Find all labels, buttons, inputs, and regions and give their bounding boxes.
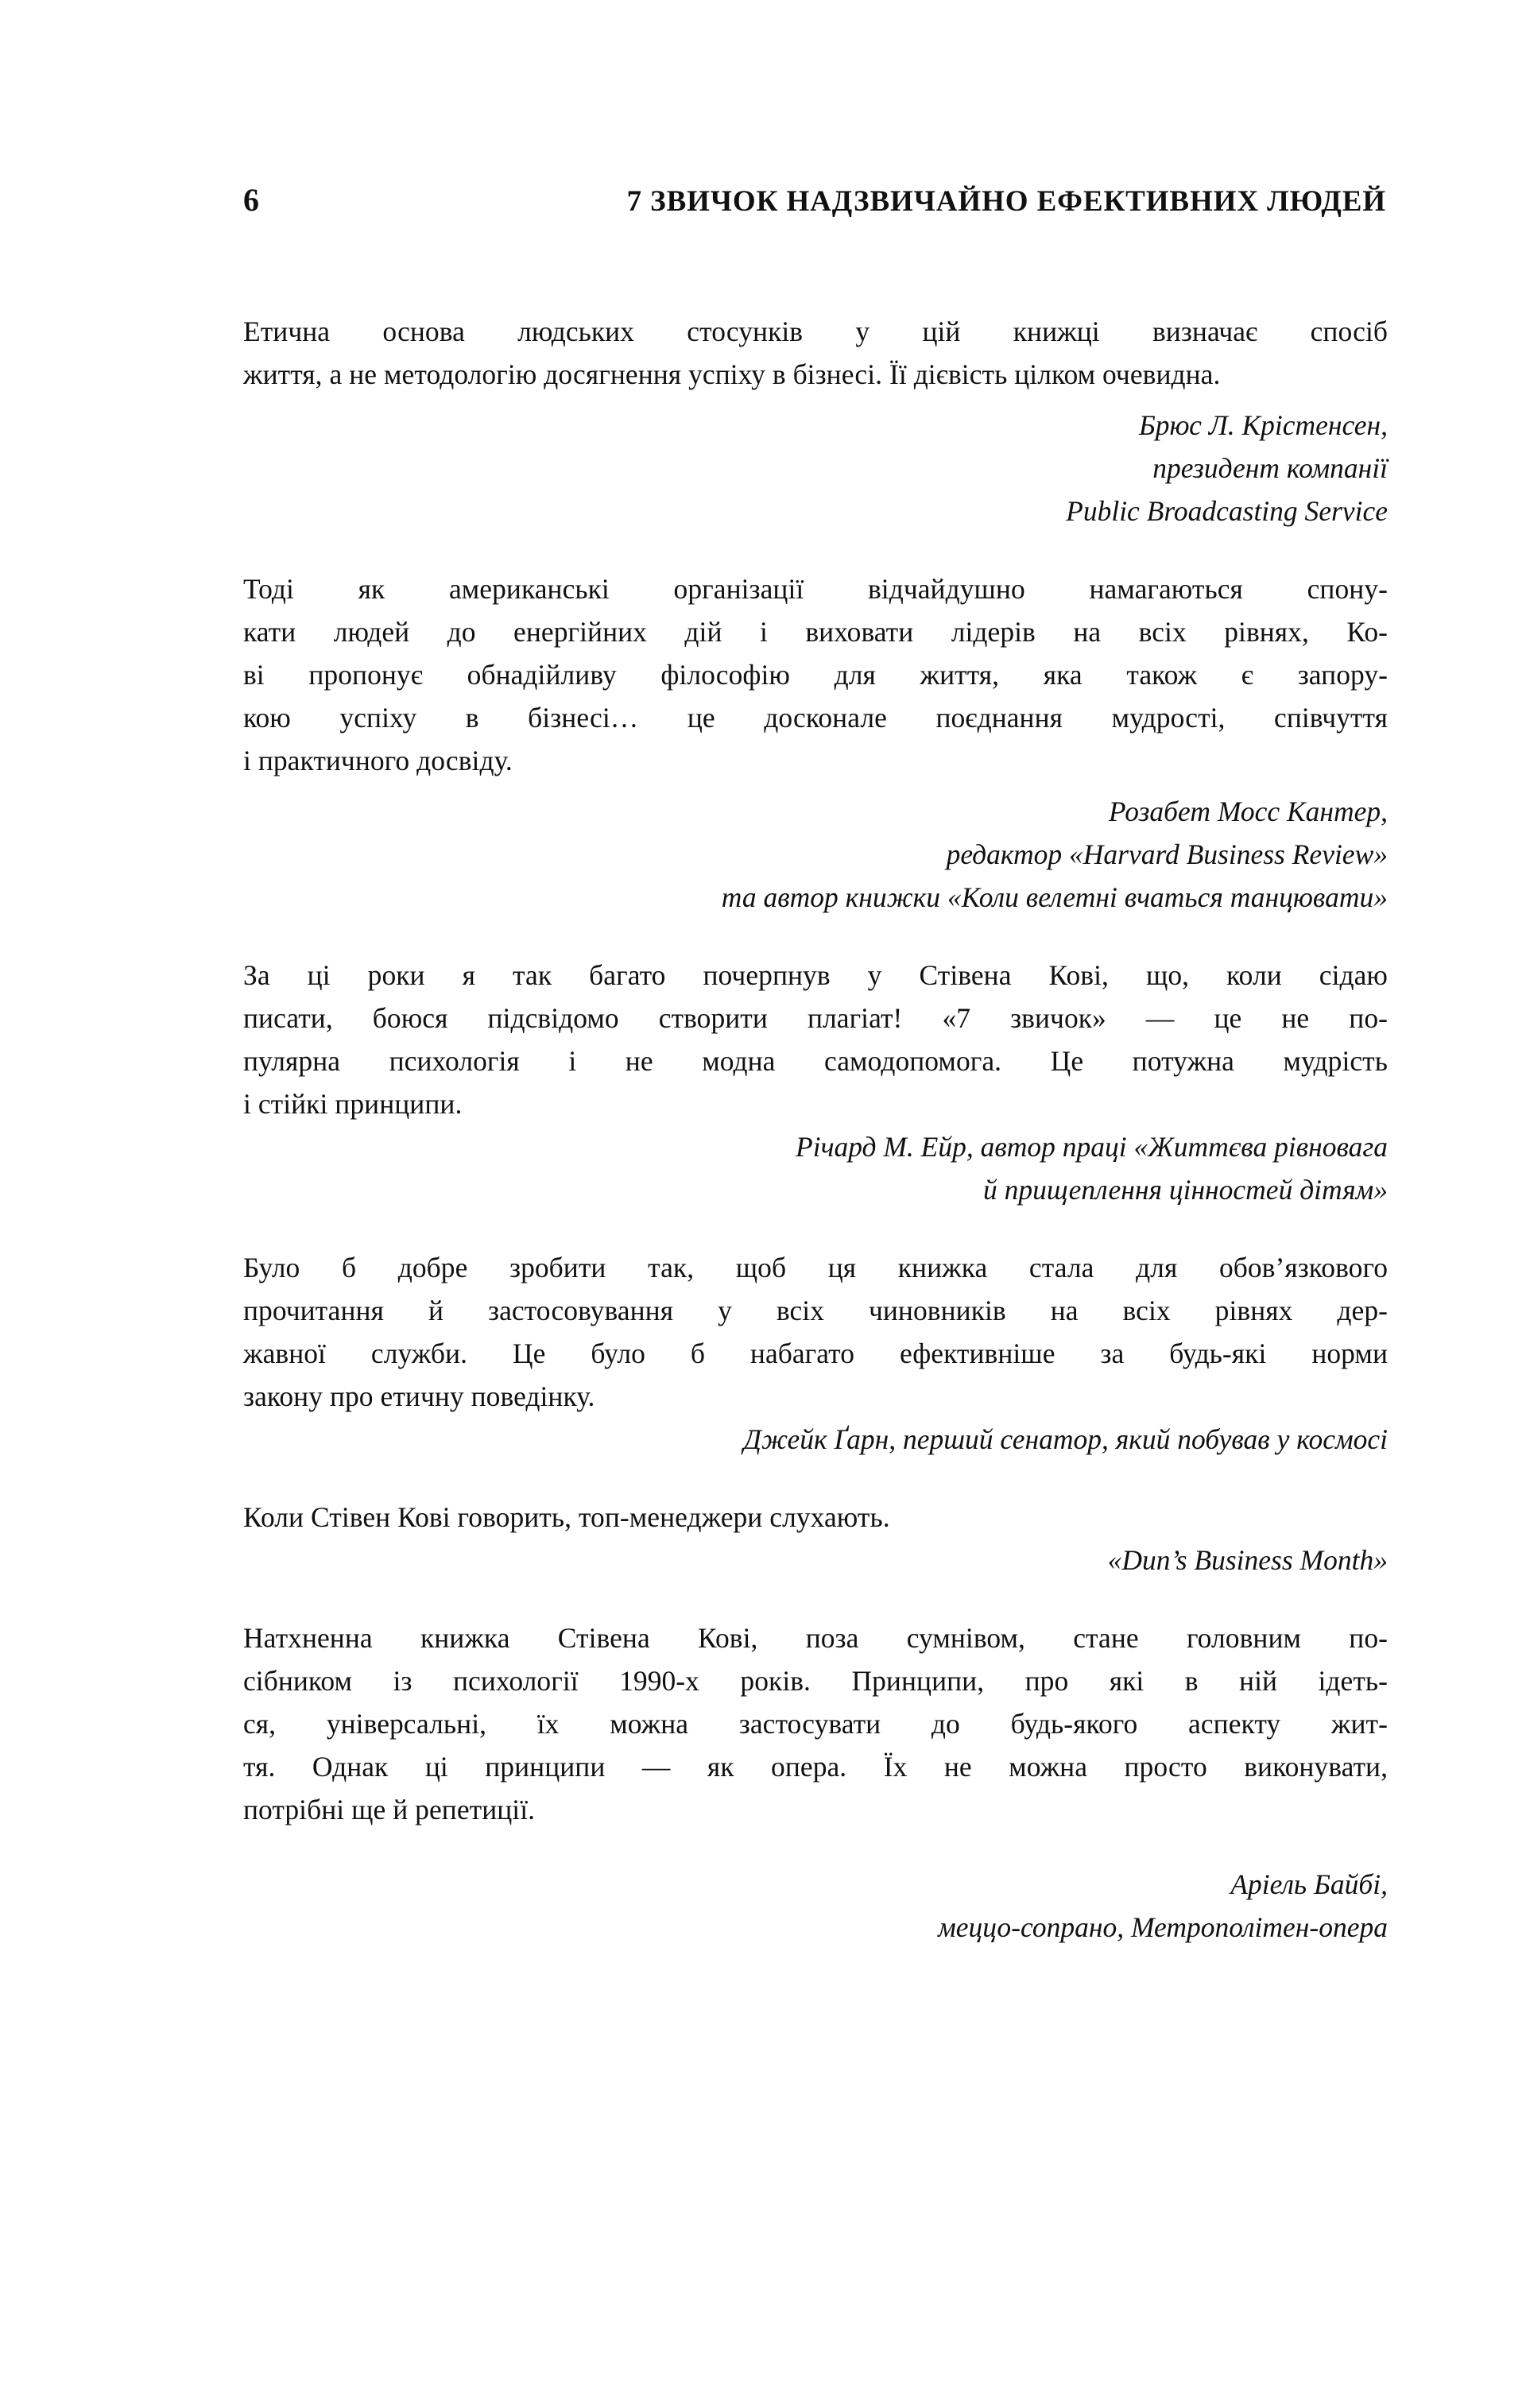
quote-line: писати, боюся підсвідомо створити плагіат! «7 звичок» — це не по- <box>243 1002 1388 1034</box>
testimonial-garn <box>243 1246 1388 1461</box>
quote-line: ся, універсальні, їх можна застосувати до будь-якого аспекту жит- <box>243 1708 1388 1740</box>
testimonial-quote <box>243 954 1388 1125</box>
testimonial-duns <box>243 1496 1388 1581</box>
attribution-line: Річард М. Ейр, автор праці «Життєва рівновага <box>796 1131 1388 1163</box>
quote-line: Етична основа людських стосунків у цій книжці визначає спосіб <box>243 316 1388 347</box>
quote-line: сібником із психології 1990-х років. Принципи, про які в ній ідеть- <box>243 1665 1388 1697</box>
attribution-line: «Dun’s Business Month» <box>1107 1544 1388 1576</box>
running-title: 7 ЗВИЧОК НАДЗВИЧАЙНО ЕФЕКТИВНИХ ЛЮДЕЙ <box>626 185 1386 218</box>
attribution-line: Джейк Ґарн, перший сенатор, який побував у космосі <box>743 1423 1388 1455</box>
attribution-line: Public Broadcasting Service <box>1066 495 1388 527</box>
testimonial-attribution <box>243 790 1388 919</box>
testimonial-attribution <box>243 404 1388 532</box>
testimonial-quote <box>243 310 1388 396</box>
quote-line: життя, а не методологію досягнення успіху в бізнесі. Її дієвість цілком очевидна. <box>243 358 1221 390</box>
quote-line: тя. Однак ці принципи — як опера. Їх не можна просто виконувати, <box>243 1751 1388 1783</box>
testimonial-quote <box>243 1246 1388 1418</box>
page-number: 6 <box>243 182 260 218</box>
testimonials-column <box>243 310 1388 1949</box>
testimonial-quote <box>243 567 1388 782</box>
running-head <box>243 184 1388 226</box>
testimonial-attribution <box>243 1539 1388 1581</box>
quote-line: прочитання й застосовування у всіх чиновників на всіх рівнях дер- <box>243 1295 1388 1326</box>
attribution-line: Брюс Л. Крістенсен, <box>1138 409 1388 441</box>
quote-line: жавної служби. Це було б набагато ефективніше за будь-які норми <box>243 1338 1388 1369</box>
attribution-line: меццо-сопрано, Метрополітен-опера <box>938 1911 1388 1943</box>
testimonial-attribution <box>243 1125 1388 1211</box>
quote-line: і практичного досвіду. <box>243 745 513 776</box>
quote-line: ві пропонує обнадійливу філософію для життя, яка також є запору- <box>243 659 1388 691</box>
quote-line: і стійкі принципи. <box>243 1088 463 1120</box>
quote-line: Було б добре зробити так, щоб ця книжка стала для обов’язкового <box>243 1252 1388 1283</box>
quote-line: Тоді як американські організації відчайдушно намагаються спону- <box>243 573 1388 605</box>
attribution-line: редактор «Harvard Business Review» <box>946 838 1388 870</box>
quote-line: Натхненна книжка Стівена Кові, поза сумнівом, стане головним по- <box>243 1622 1388 1654</box>
attribution-line: та автор книжки «Коли велетні вчаться танцювати» <box>721 881 1388 913</box>
quote-line: кати людей до енергійних дій і виховати лідерів на всіх рівнях, Ко- <box>243 616 1388 648</box>
attribution-line: президент компанії <box>1152 452 1388 484</box>
testimonial-christensen <box>243 310 1388 532</box>
attribution-line: Аріель Байбі, <box>1230 1868 1388 1900</box>
quote-line: Коли Стівен Кові говорить, топ-менеджери слухають. <box>243 1501 890 1533</box>
quote-line: За ці роки я так багато почерпнув у Стівена Кові, що, коли сідаю <box>243 959 1388 991</box>
testimonial-bybee <box>243 1616 1388 1949</box>
testimonial-quote <box>243 1616 1388 1831</box>
attribution-line: Розабет Мосс Кантер, <box>1108 796 1388 827</box>
testimonial-attribution <box>243 1863 1388 1949</box>
quote-line: пулярна психологія і не модна самодопомога. Це потужна мудрість <box>243 1045 1388 1077</box>
quote-line: потрібні ще й репетиції. <box>243 1794 536 1825</box>
testimonial-attribution <box>243 1418 1388 1461</box>
testimonial-quote <box>243 1496 1388 1539</box>
testimonial-eyre <box>243 954 1388 1211</box>
testimonial-kanter <box>243 567 1388 919</box>
quote-line: закону про етичну поведінку. <box>243 1380 595 1412</box>
quote-line: кою успіху в бізнесі… це досконале поєднання мудрості, співчуття <box>243 702 1388 734</box>
attribution-line: й прищеплення цінностей дітям» <box>983 1174 1388 1206</box>
